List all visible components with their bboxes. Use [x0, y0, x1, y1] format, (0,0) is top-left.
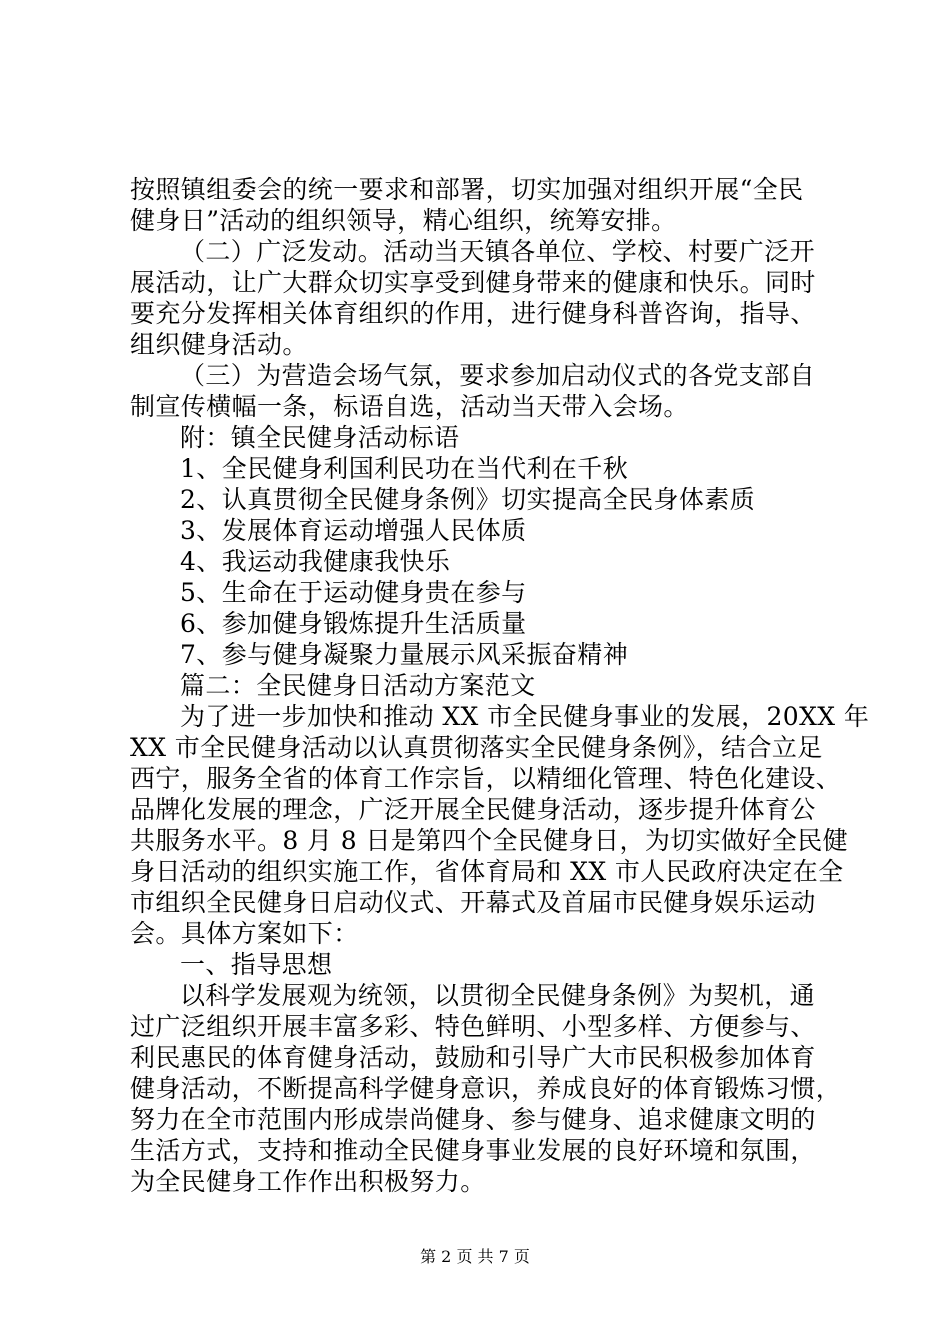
text-line: 过广泛组织开展丰富多彩、特色鲜明、小型多样、方便参与、 — [130, 1012, 816, 1041]
text-line: 生活方式，支持和推动全民健身事业发展的良好环境和氛围， — [130, 1136, 816, 1165]
text-line: 以科学发展观为统领，以贯彻全民健身条例》为契机，通 — [180, 981, 816, 1010]
page-number-label: 第 2 页 共 7 页 — [420, 1247, 530, 1266]
text-line: 一、指导思想 — [180, 950, 333, 979]
text-line: 市组织全民健身日启动仪式、开幕式及首届市民健身娱乐运动 — [130, 888, 816, 917]
text-line: 4、我运动我健康我快乐 — [180, 547, 451, 576]
text-line: 6、参加健身锻炼提升生活质量 — [180, 609, 527, 638]
text-line: 努力在全市范围内形成崇尚健身、参与健身、追求健康文明的 — [130, 1105, 816, 1134]
page-footer — [0, 1247, 950, 1267]
text-line: 篇二：全民健身日活动方案范文 — [180, 671, 536, 700]
text-line: 利民惠民的体育健身活动，鼓励和引导广大市民积极参加体育 — [130, 1043, 816, 1072]
text-line: 健身日”活动的组织领导，精心组织，统筹安排。 — [130, 206, 677, 235]
text-line: 展活动，让广大群众切实享受到健身带来的健康和快乐。同时 — [130, 268, 816, 297]
text-line: （三）为营造会场气氛，要求参加启动仪式的各党支部自 — [180, 361, 816, 390]
text-line: 为了进一步加快和推动 XX 市全民健身事业的发展，20XX 年 — [180, 702, 870, 731]
text-line: 制宣传横幅一条，标语自选，活动当天带入会场。 — [130, 392, 689, 421]
text-line: 1、全民健身利国利民功在当代利在千秋 — [180, 454, 629, 483]
text-line: （二）广泛发动。活动当天镇各单位、学校、村要广泛开 — [180, 237, 816, 266]
text-line: 2、认真贯彻全民健身条例》切实提高全民身体素质 — [180, 485, 756, 514]
text-line: 组织健身活动。 — [130, 330, 308, 359]
text-line: 身日活动的组织实施工作，省体育局和 XX 市人民政府决定在全 — [130, 857, 844, 886]
text-line: 西宁，服务全省的体育工作宗旨，以精细化管理、特色化建设、 — [130, 764, 842, 793]
text-line: 品牌化发展的理念，广泛开展全民健身活动，逐步提升体育公 — [130, 795, 816, 824]
text-line: 会。具体方案如下： — [130, 919, 359, 948]
text-line: 5、生命在于运动健身贵在参与 — [180, 578, 527, 607]
text-line: 7、参与健身凝聚力量展示风采振奋精神 — [180, 640, 629, 669]
text-line: 要充分发挥相关体育组织的作用，进行健身科普咨询，指导、 — [130, 299, 816, 328]
text-line: 3、发展体育运动增强人民体质 — [180, 516, 527, 545]
document-body — [130, 174, 870, 1197]
text-line: 共服务水平。8 月 8 日是第四个全民健身日，为切实做好全民健 — [130, 826, 849, 855]
text-line: 附：镇全民健身活动标语 — [180, 423, 460, 452]
text-line: 为全民健身工作作出积极努力。 — [130, 1167, 486, 1196]
text-line: XX 市全民健身活动以认真贯彻落实全民健身条例》，结合立足 — [130, 733, 823, 762]
text-line: 健身活动，不断提高科学健身意识，养成良好的体育锻炼习惯， — [130, 1074, 842, 1103]
text-line: 按照镇组委会的统一要求和部署，切实加强对组织开展“全民 — [130, 175, 804, 204]
